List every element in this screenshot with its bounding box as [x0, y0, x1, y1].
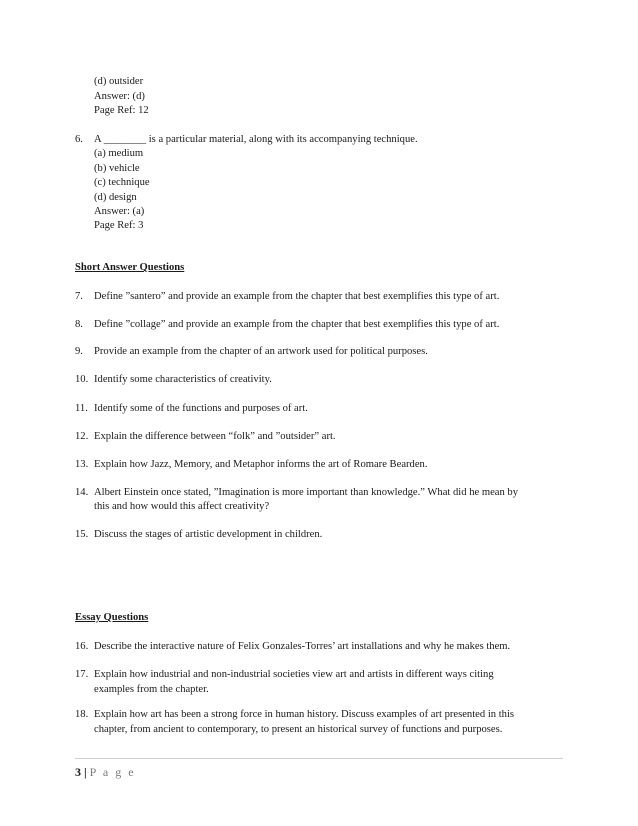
- item-text: Explain how industrial and non-industrial societies view art and artists in different ways citing: [94, 669, 494, 680]
- item-text: Explain the difference between “folk” and ”outsider” art.: [94, 431, 336, 442]
- page-number: 3: [75, 765, 81, 779]
- footer-divider: [75, 758, 563, 759]
- item-text: Identify some of the functions and purposes of art.: [94, 403, 308, 414]
- page-label: P a g e: [89, 765, 136, 779]
- item-number: 12.: [75, 431, 89, 442]
- item-number: 16.: [75, 641, 89, 652]
- item-text: Albert Einstein once stated, ”Imagination is more important than knowledge.” What did he mean by: [94, 487, 519, 498]
- q5-answer: Answer: (d): [94, 91, 145, 102]
- item-text-continued: chapter, from ancient to contemporary, to present an historical survey of functions and purposes.: [94, 724, 503, 735]
- item-number: 8.: [75, 319, 83, 330]
- item-number: 14.: [75, 487, 89, 498]
- q6-page-ref: Page Ref: 3: [94, 220, 144, 231]
- item-number: 15.: [75, 529, 89, 540]
- item-text: Define ”santero” and provide an example from the chapter that best exemplifies this type of art.: [94, 291, 500, 302]
- item-number: 17.: [75, 669, 89, 680]
- essay-heading: Essay Questions: [75, 612, 149, 623]
- q6-option-d: (d) design: [94, 192, 137, 203]
- item-number: 11.: [75, 403, 88, 414]
- item-number: 10.: [75, 374, 89, 385]
- item-number: 13.: [75, 459, 89, 470]
- item-text-continued: examples from the chapter.: [94, 684, 209, 695]
- short-answer-heading: Short Answer Questions: [75, 262, 185, 273]
- item-number: 18.: [75, 709, 89, 720]
- item-text: Identify some characteristics of creativity.: [94, 374, 272, 385]
- q6-option-a: (a) medium: [94, 148, 144, 159]
- q5-option-d: (d) outsider: [94, 76, 144, 87]
- item-text: Explain how art has been a strong force in human history. Discuss examples of art presented in this: [94, 709, 515, 720]
- item-text: Provide an example from the chapter of an artwork used for political purposes.: [94, 346, 428, 357]
- item-text: Discuss the stages of artistic development in children.: [94, 529, 323, 540]
- q6-text: A ________ is a particular material, along with its accompanying technique.: [94, 134, 418, 145]
- q5-page-ref: Page Ref: 12: [94, 105, 149, 116]
- q6-option-c: (c) technique: [94, 177, 150, 188]
- item-text-continued: this and how would this affect creativity?: [94, 501, 270, 512]
- page-footer: [75, 764, 136, 780]
- q6-number: 6.: [75, 134, 83, 145]
- item-text: Explain how Jazz, Memory, and Metaphor informs the art of Romare Bearden.: [94, 459, 428, 470]
- item-text: Define ”collage” and provide an example from the chapter that best exemplifies this type of art.: [94, 319, 500, 330]
- item-number: 7.: [75, 291, 83, 302]
- footer-separator: |: [84, 765, 87, 779]
- q6-option-b: (b) vehicle: [94, 163, 140, 174]
- item-text: Describe the interactive nature of Felix Gonzales-Torres’ art installations and why he makes them.: [94, 641, 511, 652]
- q6-answer: Answer: (a): [94, 206, 145, 217]
- item-number: 9.: [75, 346, 83, 357]
